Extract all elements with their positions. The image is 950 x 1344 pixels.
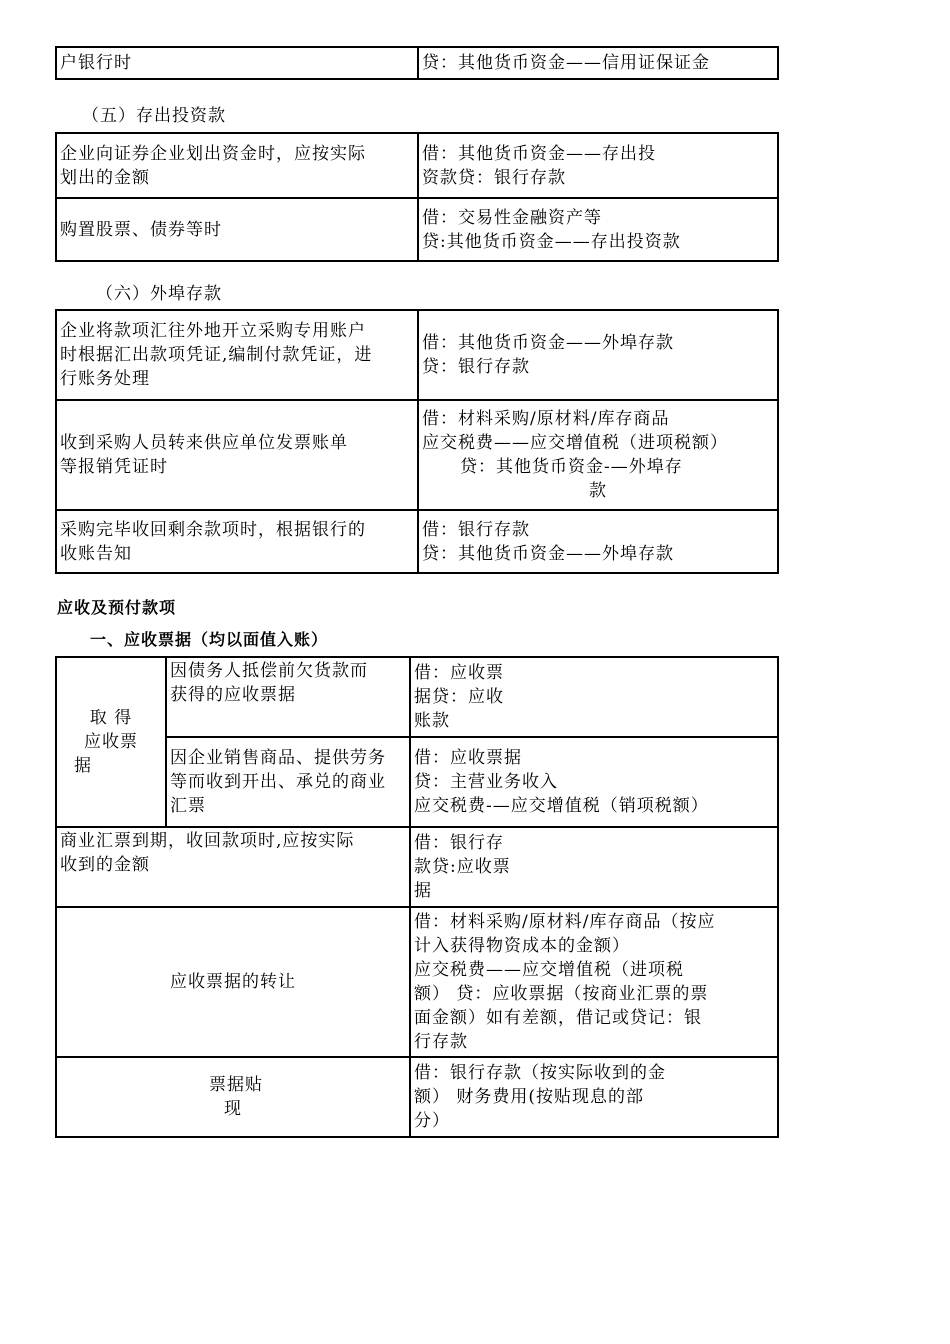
cell-text: 采购完毕收回剩余款项时，根据银行的: [60, 519, 366, 540]
cell-text: 票据贴: [209, 1075, 263, 1095]
table-row: [56, 47, 778, 79]
receivables-title: 应收及预付款项: [57, 598, 177, 617]
cell-text: 款: [589, 481, 607, 501]
cell-text: 资款贷：银行存款: [422, 167, 566, 188]
table-row: [56, 1057, 778, 1137]
cell-text: 贷：其他货币资金——信用证保证金: [422, 53, 710, 73]
situation-cell: [56, 400, 418, 510]
cell-text: 据贷：应收: [414, 687, 504, 707]
situation-cell: [166, 657, 410, 737]
cell-text: 购置股票、债券等时: [60, 219, 222, 240]
cell-text: 款贷:应收票: [414, 857, 511, 877]
cell-text: 应交税费——应交增值税（进项税: [414, 960, 684, 980]
cell-text: 借：银行存款: [422, 519, 530, 540]
entry-cell: [418, 510, 778, 573]
section5-heading: （五）存出投资款: [82, 106, 226, 126]
cell-text: 借：银行存: [414, 833, 504, 853]
cell-text: 现: [224, 1099, 242, 1119]
cell-text: 因企业销售商品、提供劳务: [170, 748, 386, 768]
situation-cell: [56, 1057, 410, 1137]
cell-text: 时根据汇出款项凭证,编制付款凭证，进: [60, 345, 373, 365]
table-row: [56, 827, 778, 907]
cell-text: 贷：其他货币资金-—外埠存: [460, 457, 683, 477]
cell-text: 据: [74, 756, 92, 776]
cell-text: 贷：其他货币资金——外埠存款: [422, 543, 674, 564]
entry-cell: [410, 907, 778, 1057]
cell-text: 分）: [414, 1111, 450, 1131]
situation-cell: [56, 198, 418, 261]
cell-text: 据: [414, 881, 432, 901]
cell-text: 应收票: [84, 732, 138, 752]
table-section5: [55, 132, 779, 262]
situation-cell: [56, 133, 418, 198]
table-row: [56, 133, 778, 198]
situation-cell: [56, 310, 418, 400]
cell-text: 获得的应收票据: [170, 685, 296, 705]
cell-text: 贷：银行存款: [422, 357, 530, 377]
cell-text: 收到的金额: [60, 855, 150, 875]
cell-text: 划出的金额: [60, 167, 150, 188]
cell-text: 借：其他货币资金——存出投: [422, 143, 656, 164]
cell-text: 借：应收票据: [414, 748, 522, 768]
cell-text: 因债务人抵偿前欠货款而: [170, 661, 368, 681]
situation-cell: [56, 510, 418, 573]
section6-heading: （六）外埠存款: [96, 284, 222, 304]
cell-text: 收账告知: [60, 543, 132, 564]
cell-text: 借：其他货币资金——外埠存款: [422, 333, 674, 353]
cell-text: 取 得: [89, 708, 133, 728]
table-section6: [55, 309, 779, 574]
table-row: [56, 657, 778, 737]
cell-text: 计入获得物资成本的金额）: [414, 936, 630, 956]
cell-text: 借：材料采购/原材料/库存商品（按应: [414, 912, 716, 932]
table-receivables: [55, 656, 779, 1138]
cell-text: 应交税费-—应交增值税（销项税额）: [414, 796, 709, 816]
cell-text: 商业汇票到期，收回款项时,应按实际: [60, 831, 355, 851]
cell-text: 额） 贷：应收票据（按商业汇票的票: [414, 984, 709, 1004]
cell-text: 应交税费——应交增值税（进项税额）: [422, 433, 728, 453]
cell-text: 借：交易性金融资产等: [422, 207, 602, 228]
obtain-label-cell: [56, 657, 166, 827]
table-top: [55, 46, 779, 80]
cell-text: 汇票: [170, 796, 206, 816]
table-row: [56, 198, 778, 261]
cell-text: 等而收到开出、承兑的商业: [170, 772, 386, 792]
cell-text: 行存款: [414, 1032, 468, 1052]
cell-text: 贷:其他货币资金——存出投资款: [422, 231, 681, 252]
entry-cell: [418, 47, 778, 79]
table-row: [56, 510, 778, 573]
cell-text: 企业将款项汇往外地开立采购专用账户: [60, 321, 366, 341]
cell-text: 账款: [414, 711, 450, 731]
entry-cell: [410, 737, 778, 827]
cell-text: 企业向证券企业划出资金时，应按实际: [60, 143, 366, 164]
entry-cell: [418, 400, 778, 510]
cell-text: 额） 财务费用(按贴现息的部: [414, 1087, 645, 1107]
entry-cell: [410, 657, 778, 737]
cell-text: 贷：主营业务收入: [414, 772, 558, 792]
cell-text: 应收票据的转让: [170, 972, 296, 992]
table-row: [56, 907, 778, 1057]
entry-cell: [418, 310, 778, 400]
situation-cell: [56, 827, 410, 907]
entry-cell: [418, 198, 778, 261]
entry-cell: [410, 827, 778, 907]
table-row: [56, 400, 778, 510]
entry-cell: [418, 133, 778, 198]
situation-cell: [56, 907, 410, 1057]
cell-text: 行账务处理: [60, 369, 150, 389]
situation-cell: [166, 737, 410, 827]
cell-text: 借：材料采购/原材料/库存商品: [422, 409, 670, 429]
table-row: [56, 310, 778, 400]
cell-text: 收到采购人员转来供应单位发票账单: [60, 433, 348, 453]
situation-cell: [56, 47, 418, 79]
cell-text: 等报销凭证时: [60, 457, 168, 477]
cell-text: 面金额）如有差额，借记或贷记：银: [414, 1008, 702, 1028]
entry-cell: [410, 1057, 778, 1137]
cell-text: 借：应收票: [414, 663, 504, 683]
receivables-subtitle: 一、应收票据（均以面值入账）: [90, 630, 329, 649]
cell-text: 户银行时: [60, 53, 132, 73]
cell-text: 借：银行存款（按实际收到的金: [414, 1063, 666, 1083]
